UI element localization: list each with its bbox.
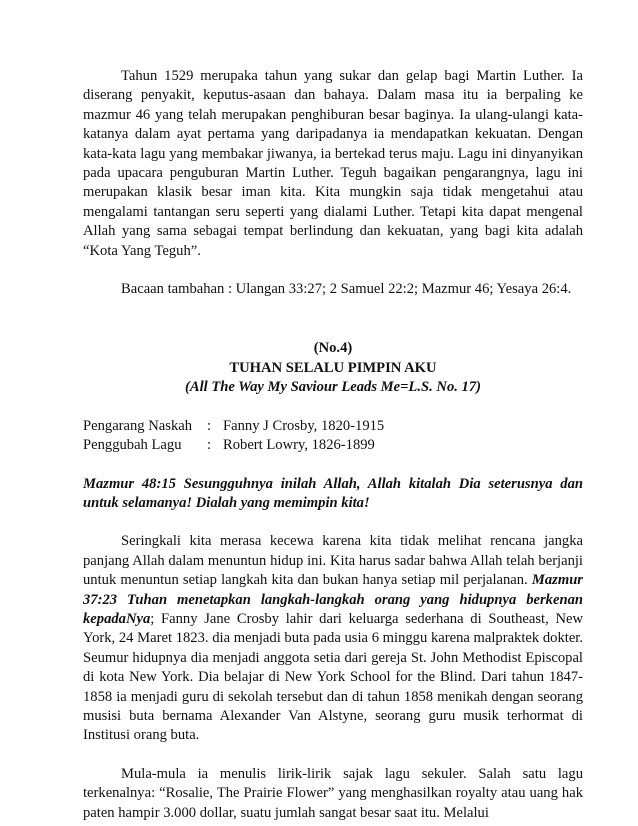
hymn-subtitle: (All The Way My Saviour Leads Me=L.S. No. 17)	[185, 379, 481, 396]
credit-separator: :	[207, 417, 212, 434]
hymn-title: TUHAN SELALU PIMPIN AKU	[229, 359, 437, 376]
crosby-text-intro: Seringkali kita merasa kecewa karena kita tidak melihat rencana jangka panjang Allah dalam menuntun hidup ini. Kita harus sadar bahwa Allah telah berjanji untuk menuntun setiap langkah kita dan bukan hanya setiap mil perjalanan.	[83, 533, 583, 589]
credit-label: Pengarang Naskah	[83, 417, 193, 434]
paragraph-crosby	[83, 532, 583, 745]
credit-row-composer	[83, 436, 583, 455]
paragraph-bacaan-tambahan: Bacaan tambahan : Ulangan 33:27; 2 Samuel 22:2; Mazmur 46; Yesaya 26:4.	[121, 281, 572, 298]
credit-label: Penggubah Lagu	[83, 437, 182, 454]
hymn-number: (No.4)	[313, 340, 353, 357]
credit-value: Fanny J Crosby, 1820-1915	[223, 417, 385, 434]
credit-separator: :	[207, 437, 212, 454]
verse-mazmur-48: Mazmur 48:15 Sesungguhnya inilah Allah, Allah kitalah Dia seterusnya dan untuk selamanya! Dialah yang memimpin kita!	[83, 475, 583, 511]
hymn-heading	[83, 339, 583, 397]
paragraph-lirik-sekuler: Mula-mula ia menulis lirik-lirik sajak lagu sekuler. Salah satu lagu terkenalnya: “Rosalie, The Prairie Flower” yang menghasilkan royalty atau uang hak paten hampir 3.000 dollar, suatu jumlah sangat besar saat itu. Melalui	[83, 765, 583, 821]
credit-row-author	[83, 417, 583, 436]
paragraph-luther: Tahun 1529 merupaka tahun yang sukar dan gelap bagi Martin Luther. Ia diserang penyakit, keputus-asaan dan bahaya. Dalam masa itu ia berpaling ke mazmur 46 yang telah merupakan penghiburan besar baginya. Ia ulang-ulangi kata-katanya dalam ayat pertama yang daripadanya ia mendapatkan kekuatan. Dengan kata-kata lagu yang membakar jiwanya, ia bertekad terus maju. Lagu ini dinyanyikan pada upacara penguburan Martin Luther. Teguh bagaikan pengarangnya, lagu ini merupakan klasik besar iman kita. Kita mungkin saja tidak mengetahui atau mengalami tantangan seru seperti yang dialami Luther. Tetapi kita dapat mengenal Allah yang sama sebagai tempat berlindung dan kekuatan, yang bagi kita adalah “Kota Yang Teguh”.	[83, 68, 583, 259]
verse-mazmur-37: Mazmur 37:23 Tuhan menetapkan langkah-langkah orang yang hidupnya berkenan kepadaNya	[83, 572, 583, 627]
crosby-text-biography: ; Fanny Jane Crosby lahir dari keluarga sederhana di Southeast, New York, 24 Maret 1823. dia menjadi buta pada usia 6 minggu karena malpraktek dokter. Seumur hidupnya dia menjadi anggota setia dari gereja St. John Methodist Episcopal di kota New York. Dia belajar di New York School for the Blind. Dari tahun 1847-1858 ia menjadi guru di sekolah tersebut dan di tahun 1858 menikah dengan seorang musisi buta bernama Alexander Van Alstyne, seorang guru musik terhormat di Institusi orang buta.	[83, 610, 583, 744]
credit-value: Robert Lowry, 1826-1899	[223, 437, 375, 454]
credits-block	[83, 417, 583, 456]
